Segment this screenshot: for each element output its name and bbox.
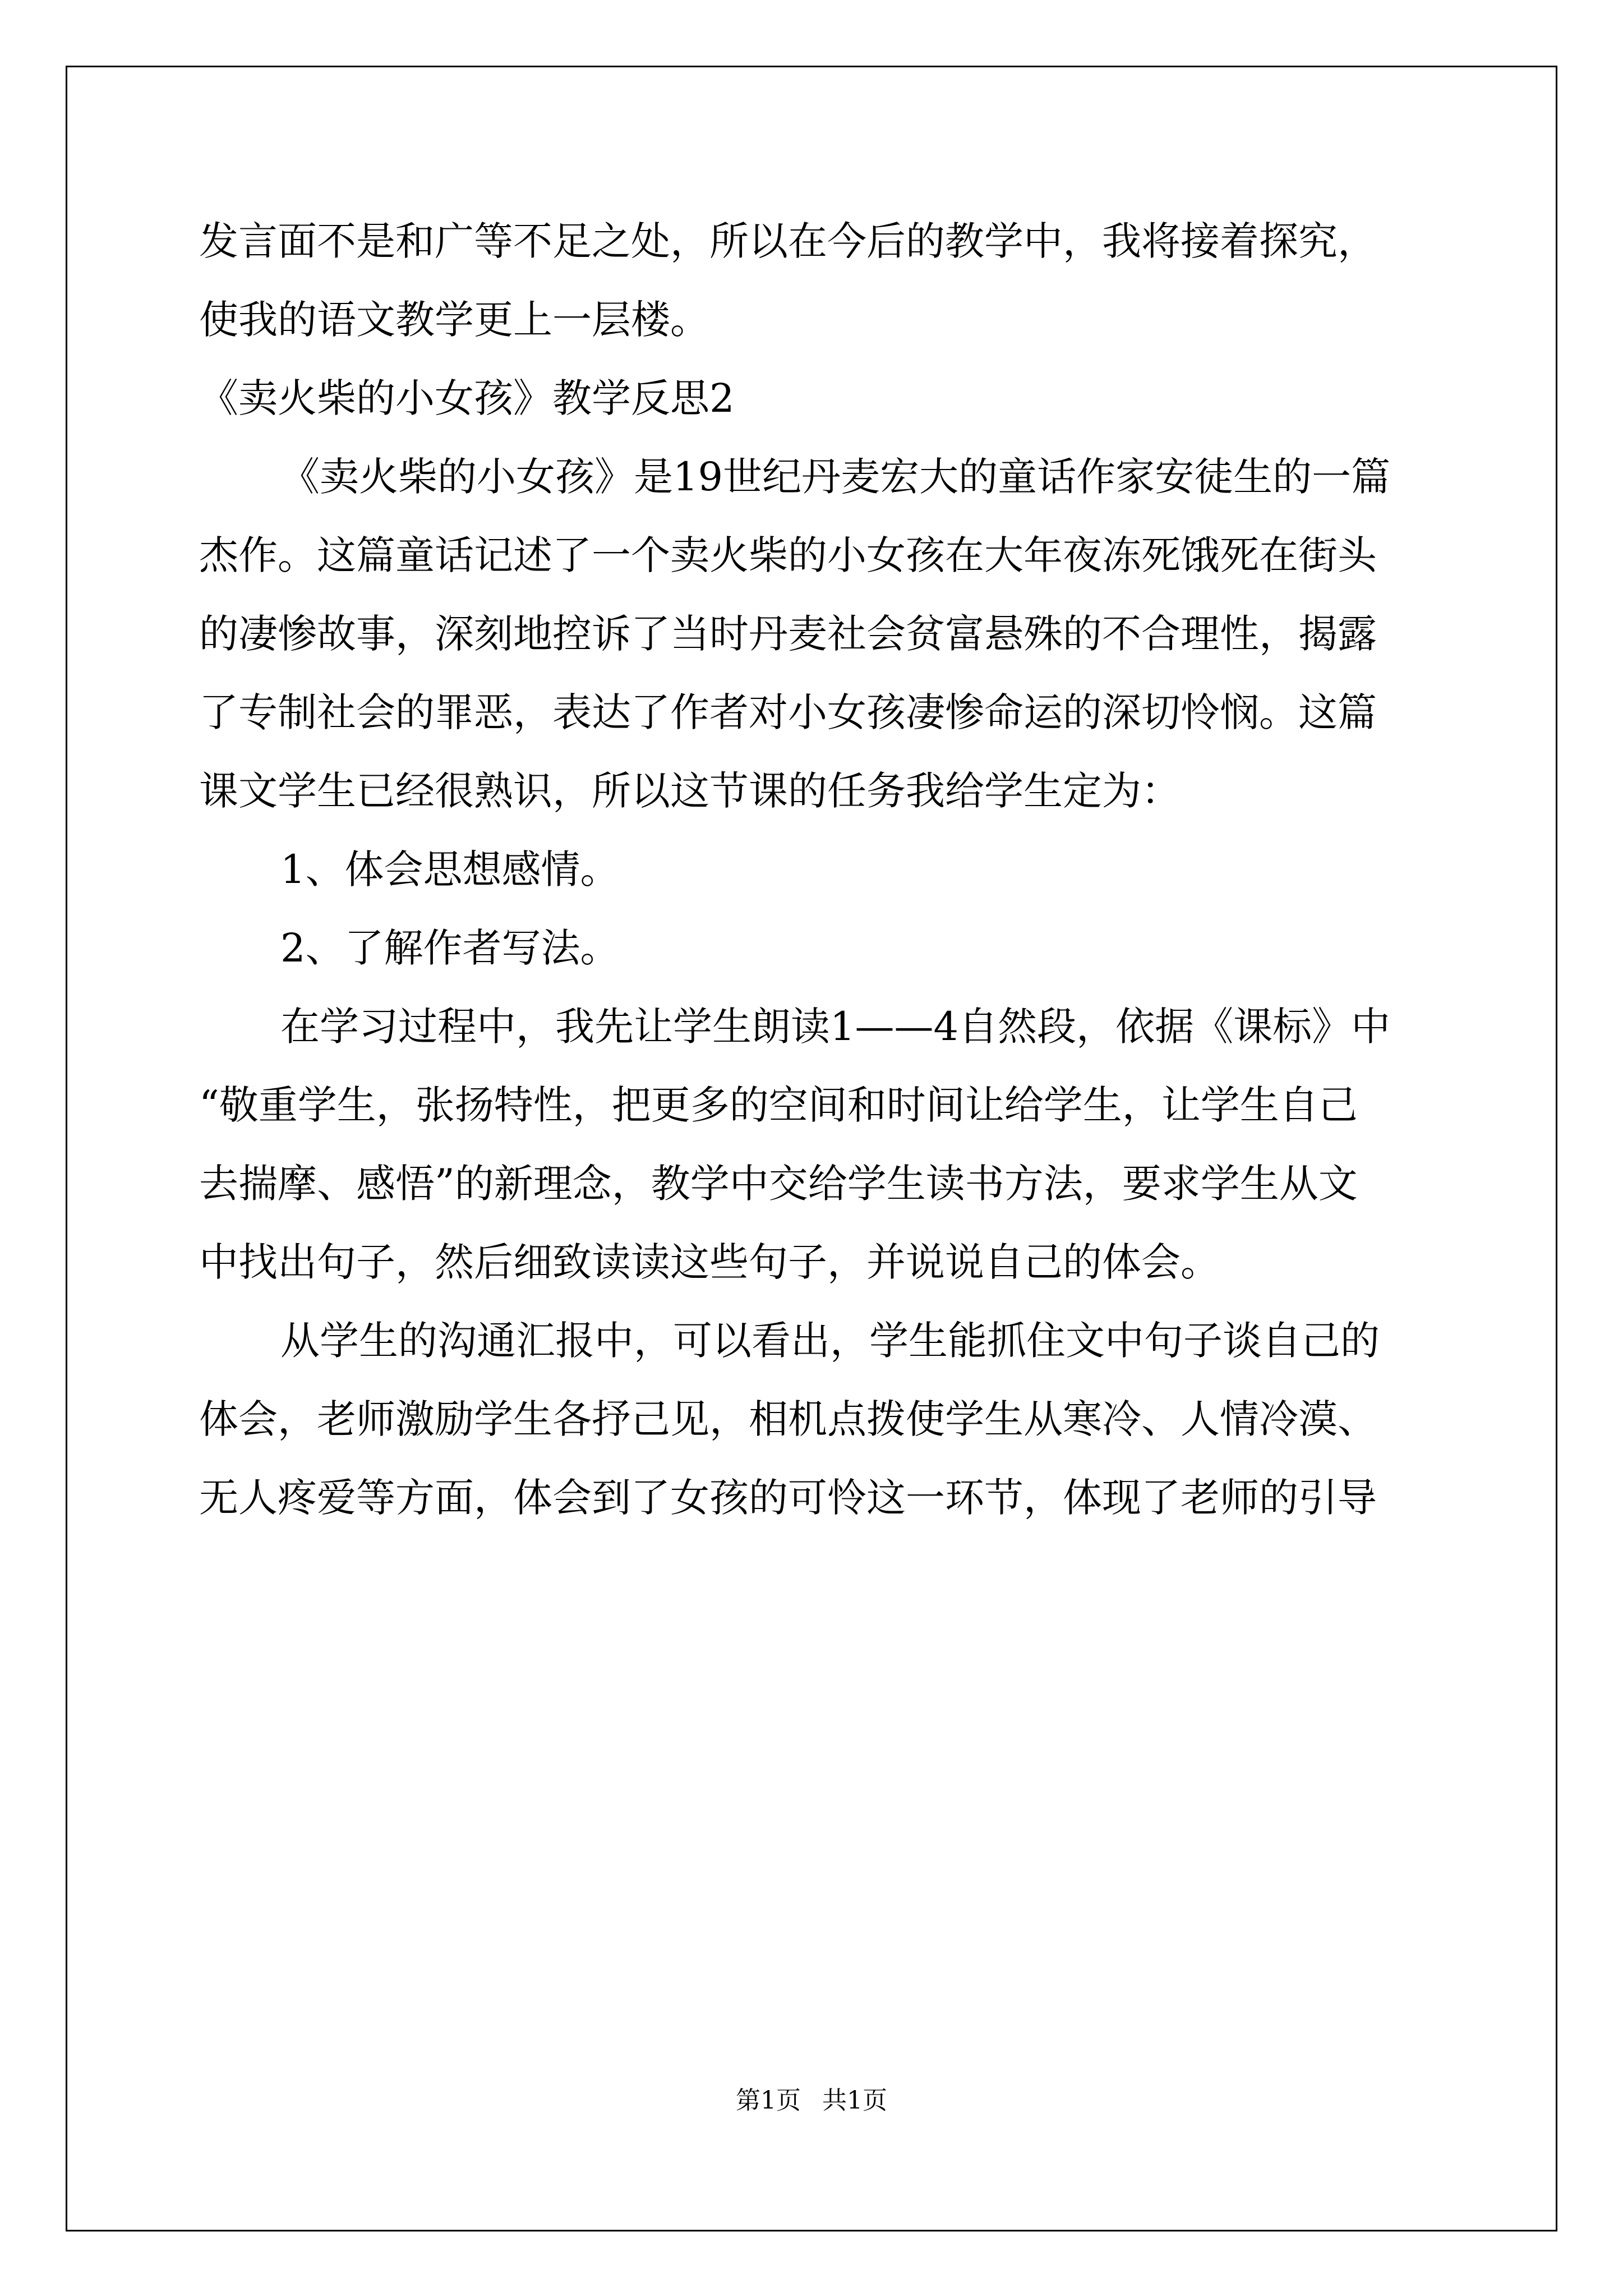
text-line: 发言面不是和广等不足之处，所以在今后的教学中，我将接着探究，	[199, 218, 1377, 264]
text-line: 课文学生已经很熟识，所以这节课的任务我给学生定为：	[199, 768, 1181, 814]
section-heading: 《卖火柴的小女孩》教学反思2	[199, 375, 735, 421]
text-line: 中找出句子，然后细致读读这些句子，并说说自己的体会。	[199, 1239, 1220, 1285]
list-item: 2、了解作者写法。	[280, 925, 620, 971]
text-line: 无人疼爱等方面，体会到了女孩的可怜这一环节，体现了老师的引导	[199, 1475, 1377, 1521]
text-line: 去揣摩、感悟”的新理念，教学中交给学生读书方法，要求学生从文	[199, 1161, 1358, 1207]
list-item: 1、体会思想感情。	[280, 846, 620, 892]
page-footer	[0, 2084, 1623, 2118]
text-line: 体会，老师激励学生各抒己见，相机点拨使学生从寒冷、人情冷漠、	[199, 1396, 1377, 1442]
text-line: 杰作。这篇童话记述了一个卖火柴的小女孩在大年夜冻死饿死在街头	[199, 532, 1377, 578]
page-number-total: 共1页	[822, 2086, 887, 2115]
text-line: 的凄惨故事，深刻地控诉了当时丹麦社会贫富悬殊的不合理性，揭露	[199, 611, 1377, 657]
text-line: 从学生的沟通汇报中，可以看出，学生能抓住文中句子谈自己的	[280, 1318, 1380, 1364]
page-number-current: 第1页	[736, 2086, 801, 2115]
text-line: 在学习过程中，我先让学生朗读1——4自然段，依据《课标》中	[280, 1004, 1391, 1050]
text-line: 了专制社会的罪恶，表达了作者对小女孩凄惨命运的深切怜悯。这篇	[199, 689, 1377, 735]
text-line: “敬重学生，张扬特性，把更多的空间和时间让给学生，让学生自己	[199, 1082, 1358, 1128]
text-line: 使我的语文教学更上一层楼。	[199, 297, 709, 343]
text-line: 《卖火柴的小女孩》是19世纪丹麦宏大的童话作家安徒生的一篇	[280, 454, 1391, 500]
